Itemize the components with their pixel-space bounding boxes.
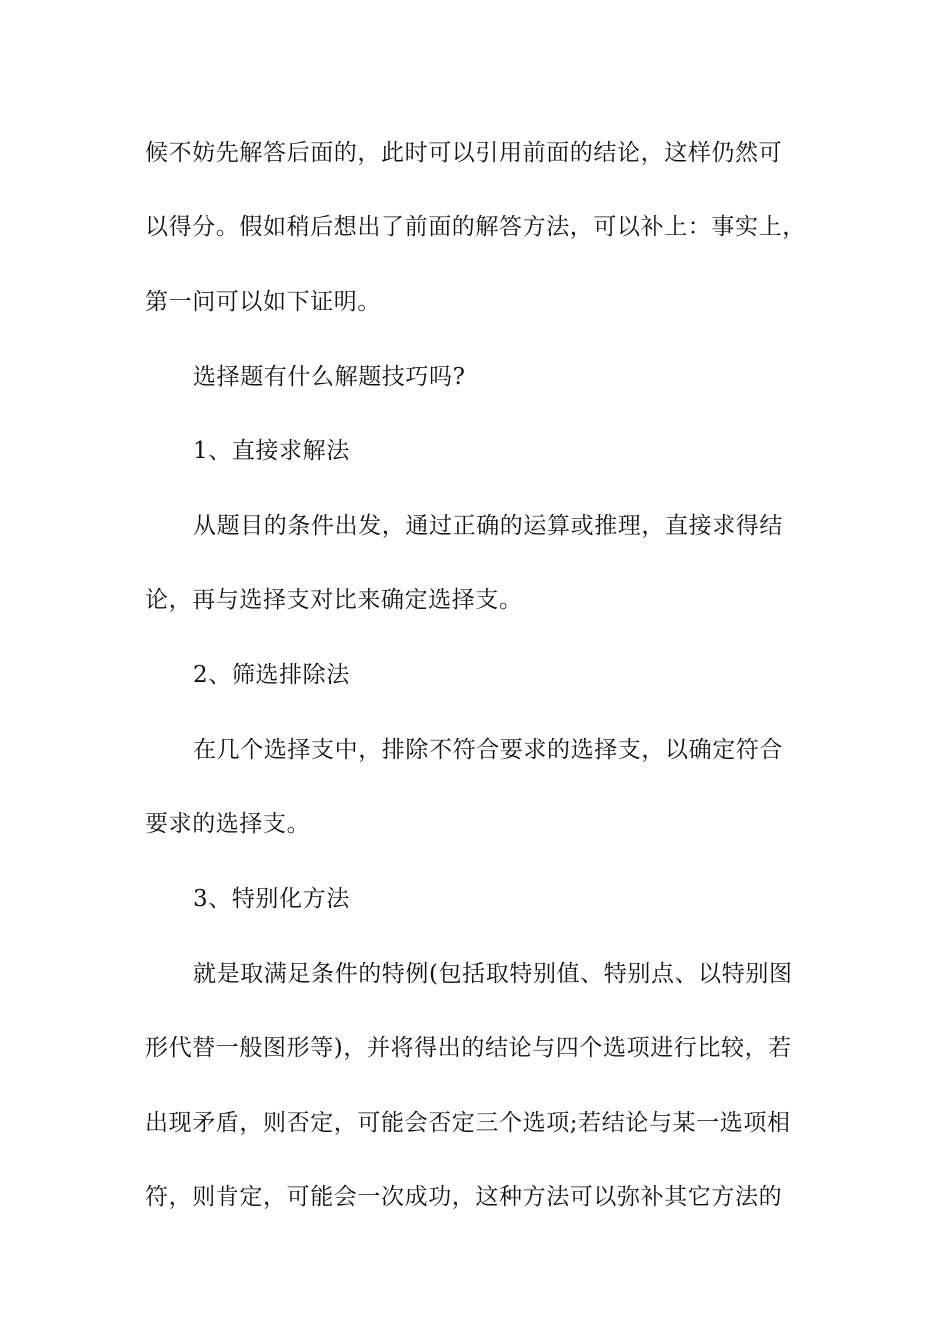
paragraph-line: 候不妨先解答后面的，此时可以引用前面的结论，这样仍然可 <box>145 140 783 166</box>
section-heading-2: 2、筛选排除法 <box>193 662 350 688</box>
paragraph-line: 以得分。假如稍后想出了前面的解答方法，可以补上：事实上， <box>145 214 806 240</box>
paragraph-line: 出现矛盾，则否定，可能会否定三个选项;若结论与某一选项相 <box>145 1110 791 1136</box>
paragraph-line: 从题目的条件出发，通过正确的运算或推理，直接求得结 <box>193 513 783 539</box>
paragraph-line: 形代替一般图形等)，并将得出的结论与四个选项进行比较，若 <box>145 1035 792 1061</box>
section-heading-1: 1、直接求解法 <box>193 438 350 464</box>
question-heading: 选择题有什么解题技巧吗? <box>193 364 466 390</box>
paragraph-line: 论，再与选择支对比来确定选择支。 <box>145 587 523 613</box>
section-heading-3: 3、特别化方法 <box>193 886 350 912</box>
paragraph-line: 要求的选择支。 <box>145 811 311 837</box>
paragraph-line: 就是取满足条件的特例(包括取特别值、特别点、以特别图 <box>193 961 793 987</box>
paragraph-line: 符，则肯定，可能会一次成功，这种方法可以弥补其它方法的 <box>145 1184 783 1210</box>
paragraph-line: 在几个选择支中，排除不符合要求的选择支，以确定符合 <box>193 737 783 763</box>
paragraph-line: 第一问可以如下证明。 <box>145 289 381 315</box>
